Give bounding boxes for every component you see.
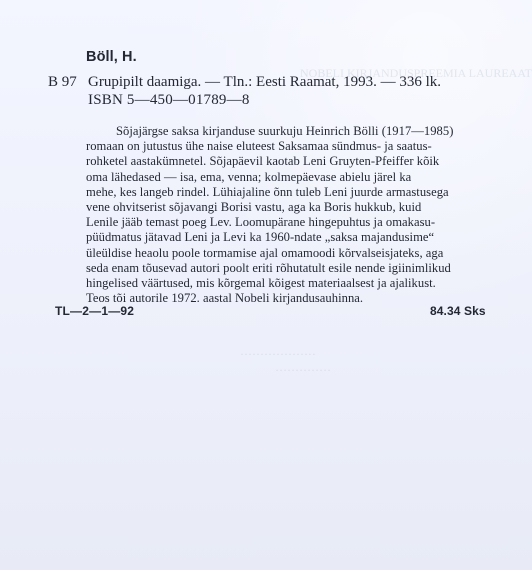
annotation-line: Lenile jääb temast poeg Lev. Loomupärane hingepuhtus ja omakasu- bbox=[86, 215, 436, 230]
price: 84.34 Sks bbox=[430, 304, 486, 318]
annotation-line: vene ohvitserist sõjavangi Borisi vastu, aga ka Boris hukkub, kuid bbox=[86, 200, 422, 215]
author-heading: Böll, H. bbox=[86, 49, 137, 65]
call-number: B 97 bbox=[48, 74, 77, 90]
annotation-line: üleüldise heaolu poole tormamise ajal omamoodi kõrvalseisjateks, aga bbox=[86, 245, 444, 260]
print-code: TL—2—1—92 bbox=[55, 304, 135, 318]
annotation-line: mehe, kes langeb rindel. Lühiajaline õnn tuleb Leni juurde armastusega bbox=[86, 184, 449, 199]
annotation-line: oma lähedased — isa, ema, venna; kolmepäevase abielu järel ka bbox=[86, 169, 412, 184]
annotation-line: Sõjajärgse saksa kirjanduse suurkuju Heinrich Bölli (1917—1985) bbox=[116, 124, 454, 138]
annotation-line: seda enam tõusevad autori poolt eriti rõhutatult esile nende igiinimlikud bbox=[86, 260, 451, 275]
show-through-text: NOBELI KIRJANDUSPREEMIA LAUREAAT bbox=[300, 66, 532, 80]
annotation-line: romaan on jutustus ühe naise eluteest Saksamaa sündmus- ja saatus- bbox=[86, 139, 432, 154]
show-through-text: ··················· bbox=[240, 347, 316, 361]
isbn-line: ISBN 5—450—01789—8 bbox=[88, 92, 250, 108]
annotation-line: rohketel aastakümnetel. Sõjapäevil kaotab Leni Gruyten-Pfeiffer kõik bbox=[86, 154, 440, 169]
title-publication-line: Grupipilt daamiga. — Tln.: Eesti Raamat, 1993. — 336 lk. bbox=[88, 74, 442, 90]
annotation-line: hingelised väärtused, mis kõrgemal kõigest materiaalsest ja ajalikust. bbox=[86, 276, 436, 291]
annotation-line: püüdmatus jätavad Leni ja Levi ka 1960-ndate „saksa majandusime“ bbox=[86, 230, 435, 245]
show-through-text: ·············· bbox=[275, 363, 331, 377]
annotation-text bbox=[86, 124, 496, 306]
annotation-line: Teos tõi autorile 1972. aastal Nobeli kirjandusauhinna. bbox=[86, 291, 364, 306]
